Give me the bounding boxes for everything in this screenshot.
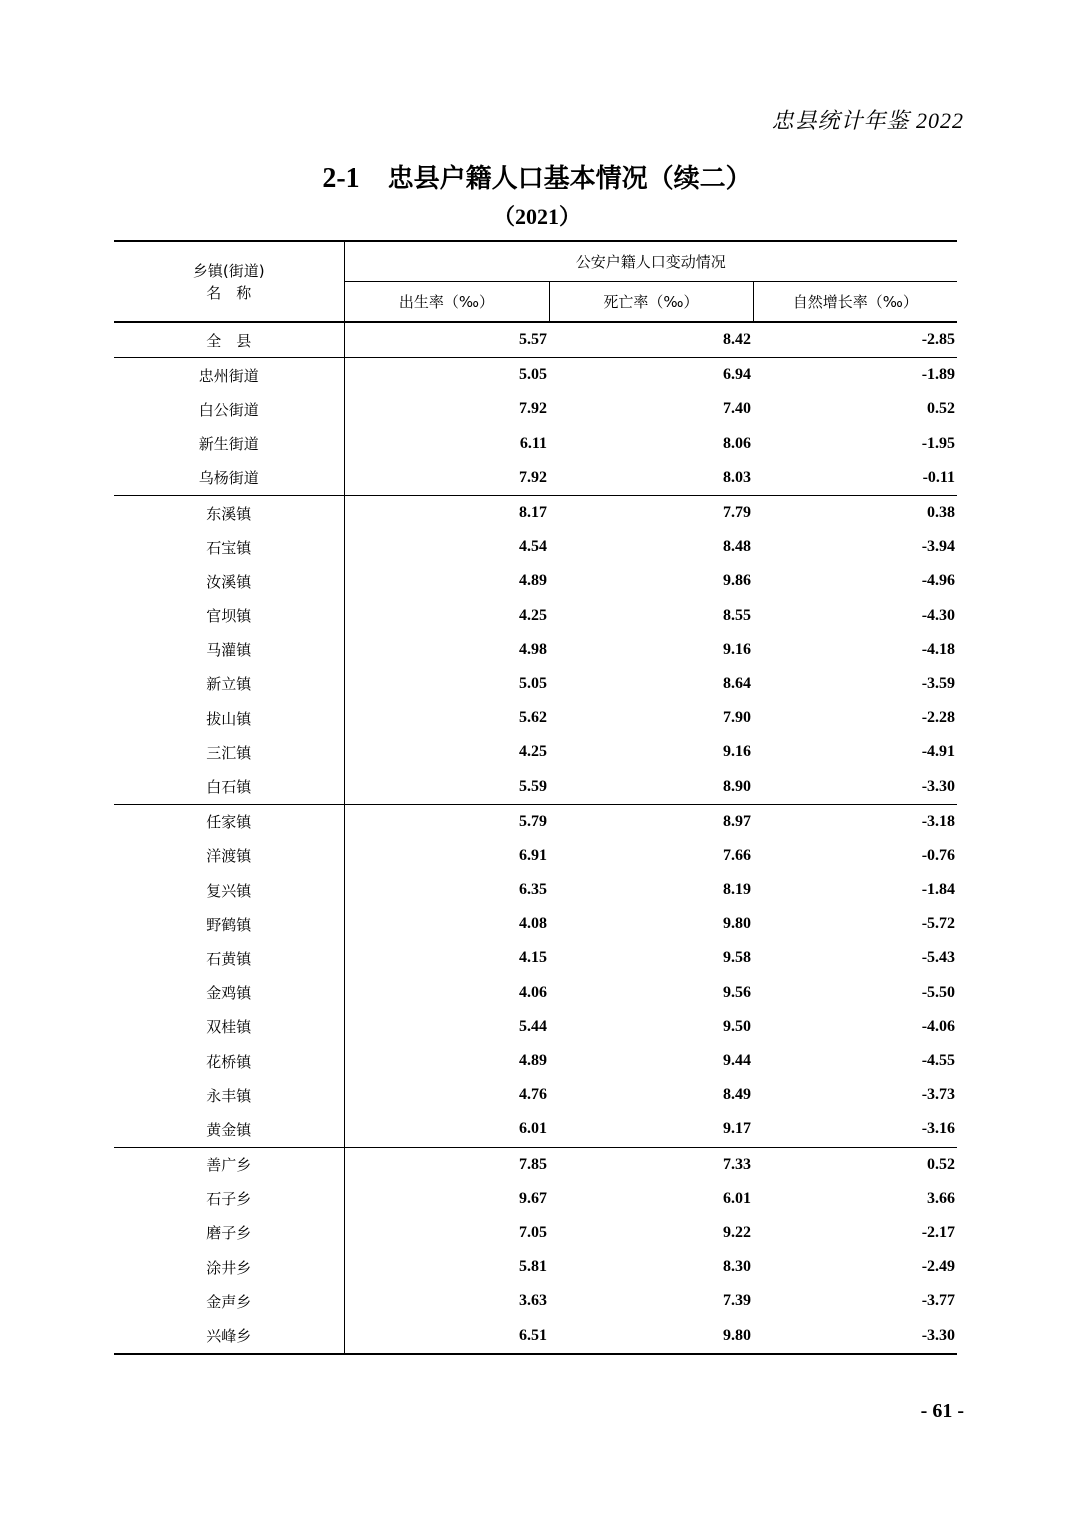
death-rate-cell: 8.97 — [723, 812, 751, 830]
region-name-cell: 花桥镇 — [114, 1044, 344, 1078]
region-name-cell: 白公街道 — [114, 392, 344, 426]
growth-rate-cell: -3.16 — [753, 1112, 957, 1147]
region-name-cell: 永丰镇 — [114, 1078, 344, 1112]
birth-rate-cell: 5.59 — [344, 769, 549, 804]
table-row — [114, 1112, 957, 1147]
birth-rate-cell: 5.62 — [519, 709, 547, 727]
birth-rate-cell: 9.67 — [519, 1189, 547, 1207]
region-name-cell: 乌杨街道 — [114, 461, 344, 496]
page-number: - 61 - — [920, 1400, 964, 1422]
table-row — [114, 392, 957, 426]
birth-rate-cell: 4.89 — [519, 1052, 547, 1070]
birth-rate-cell: 6.51 — [344, 1318, 549, 1353]
death-rate-cell: 9.44 — [723, 1052, 751, 1070]
table-row — [114, 1044, 957, 1078]
region-name-cell: 野鹤镇 — [114, 907, 344, 941]
region-name-cell: 拔山镇 — [114, 701, 344, 735]
table-row — [114, 735, 957, 769]
growth-rate-header: 自然增长率（‰） — [753, 282, 957, 323]
birth-rate-cell: 6.91 — [519, 846, 547, 864]
table-row — [114, 322, 957, 358]
death-rate-cell: 8.55 — [723, 606, 751, 624]
region-name-cell: 马灌镇 — [114, 633, 344, 667]
table-row — [114, 1216, 957, 1250]
death-rate-cell: 7.66 — [723, 846, 751, 864]
table-number: 2-1 — [322, 163, 360, 194]
birth-rate-cell: 4.98 — [519, 640, 547, 658]
table-row — [114, 667, 957, 701]
birth-rate-cell: 4.54 — [519, 538, 547, 556]
growth-rate-cell: -3.59 — [921, 674, 956, 692]
group-header: 公安户籍人口变动情况 — [344, 241, 957, 282]
growth-rate-cell: -3.77 — [921, 1292, 956, 1310]
growth-rate-cell: -4.96 — [921, 572, 956, 590]
region-name-cell: 石子乡 — [114, 1182, 344, 1216]
death-rate-cell: 9.80 — [723, 915, 751, 933]
birth-rate-cell: 4.06 — [519, 983, 547, 1001]
table-row — [114, 633, 957, 667]
region-name-cell: 洋渡镇 — [114, 839, 344, 873]
death-rate-cell: 7.79 — [723, 504, 751, 522]
growth-rate-cell: -2.85 — [753, 322, 957, 358]
death-rate-cell: 7.33 — [723, 1155, 751, 1173]
birth-rate-cell: 8.17 — [519, 504, 547, 522]
death-rate-cell: 6.94 — [723, 366, 751, 384]
birth-rate-cell: 3.63 — [519, 1292, 547, 1310]
birth-rate-cell: 5.05 — [519, 674, 547, 692]
birth-rate-cell: 4.25 — [519, 743, 547, 761]
region-name-cell: 新生街道 — [114, 427, 344, 461]
region-name-cell: 双桂镇 — [114, 1010, 344, 1044]
region-name-cell: 忠州街道 — [114, 358, 344, 393]
growth-rate-cell: -2.17 — [921, 1223, 956, 1241]
death-rate-cell: 8.64 — [723, 674, 751, 692]
death-rate-cell: 8.42 — [549, 322, 753, 358]
region-name-cell: 涂井乡 — [114, 1250, 344, 1284]
birth-rate-cell: 4.76 — [519, 1086, 547, 1104]
region-name-cell: 黄金镇 — [114, 1112, 344, 1147]
birth-rate-cell: 5.57 — [344, 322, 549, 358]
birth-rate-cell: 5.44 — [519, 1017, 547, 1035]
growth-rate-cell: -5.43 — [921, 949, 956, 967]
table-row — [114, 1078, 957, 1112]
region-name-cell: 全 县 — [114, 322, 344, 358]
region-header-line1: 乡镇(街道) — [192, 261, 265, 280]
table-row — [114, 873, 957, 907]
death-rate-cell: 8.49 — [723, 1086, 751, 1104]
region-name-cell: 石宝镇 — [114, 530, 344, 564]
table-row — [114, 1010, 957, 1044]
region-name-cell: 磨子乡 — [114, 1216, 344, 1250]
running-head: 忠县统计年鉴 2022 — [771, 108, 964, 133]
birth-rate-cell: 4.15 — [519, 949, 547, 967]
death-rate-cell: 7.40 — [723, 400, 751, 418]
region-name-cell: 金鸡镇 — [114, 976, 344, 1010]
birth-rate-cell: 4.89 — [519, 572, 547, 590]
death-rate-cell: 9.80 — [549, 1318, 753, 1353]
growth-rate-cell: -1.84 — [921, 881, 956, 899]
region-name-cell: 新立镇 — [114, 667, 344, 701]
growth-rate-cell: -5.50 — [921, 983, 956, 1001]
death-rate-cell: 6.01 — [723, 1189, 751, 1207]
table-row — [114, 1182, 957, 1216]
region-name-cell: 汝溪镇 — [114, 564, 344, 598]
table-row — [114, 1147, 957, 1182]
death-rate-cell: 8.19 — [723, 881, 751, 899]
growth-rate-cell: -5.72 — [921, 915, 956, 933]
table-row — [114, 599, 957, 633]
birth-rate-cell: 4.08 — [519, 915, 547, 933]
region-name-cell: 金声乡 — [114, 1284, 344, 1318]
growth-rate-cell: -2.49 — [921, 1258, 956, 1276]
region-name-cell: 任家镇 — [114, 804, 344, 839]
birth-rate-cell: 6.01 — [344, 1112, 549, 1147]
table-row — [114, 769, 957, 804]
growth-rate-cell: -3.18 — [921, 812, 956, 830]
table-row — [114, 701, 957, 735]
growth-rate-cell: -2.28 — [921, 709, 956, 727]
growth-rate-cell: -0.76 — [921, 846, 956, 864]
death-rate-cell: 7.90 — [723, 709, 751, 727]
growth-rate-cell: -4.06 — [921, 1017, 956, 1035]
death-rate-cell: 9.16 — [723, 743, 751, 761]
death-rate-cell: 9.22 — [723, 1223, 751, 1241]
death-rate-cell: 9.58 — [723, 949, 751, 967]
growth-rate-cell: -4.30 — [921, 606, 956, 624]
region-name-cell: 官坝镇 — [114, 599, 344, 633]
growth-rate-cell: -1.89 — [921, 366, 956, 384]
table-row — [114, 461, 957, 496]
region-name-cell: 善广乡 — [114, 1147, 344, 1182]
table-row — [114, 358, 957, 393]
region-name-cell: 三汇镇 — [114, 735, 344, 769]
growth-rate-cell: -0.11 — [753, 461, 957, 496]
growth-rate-cell: -4.55 — [921, 1052, 956, 1070]
region-column-header — [114, 241, 344, 322]
region-name-cell: 白石镇 — [114, 769, 344, 804]
population-stats-table — [114, 240, 957, 1355]
death-rate-cell: 9.56 — [723, 983, 751, 1001]
table-row — [114, 495, 957, 530]
death-rate-cell: 8.03 — [549, 461, 753, 496]
death-rate-cell: 9.16 — [723, 640, 751, 658]
birth-rate-cell: 5.81 — [519, 1258, 547, 1276]
death-rate-cell: 8.48 — [723, 538, 751, 556]
birth-rate-header: 出生率（‰） — [344, 282, 549, 323]
table-row — [114, 427, 957, 461]
death-rate-cell: 9.50 — [723, 1017, 751, 1035]
death-rate-header: 死亡率（‰） — [549, 282, 753, 323]
death-rate-cell: 9.17 — [549, 1112, 753, 1147]
table-row — [114, 976, 957, 1010]
growth-rate-cell: 0.52 — [927, 1155, 956, 1173]
birth-rate-cell: 7.92 — [344, 461, 549, 496]
growth-rate-cell: -3.30 — [753, 769, 957, 804]
growth-rate-cell: 3.66 — [927, 1189, 956, 1207]
table-row — [114, 530, 957, 564]
birth-rate-cell: 6.11 — [519, 434, 547, 452]
birth-rate-cell: 5.05 — [519, 366, 547, 384]
birth-rate-cell: 6.35 — [519, 881, 547, 899]
table-row — [114, 1284, 957, 1318]
growth-rate-cell: -3.30 — [753, 1318, 957, 1353]
region-header-line2: 名 称 — [206, 283, 252, 302]
region-name-cell: 石黄镇 — [114, 941, 344, 975]
region-name-cell: 东溪镇 — [114, 495, 344, 530]
table-title — [0, 158, 1074, 195]
death-rate-cell: 7.39 — [723, 1292, 751, 1310]
birth-rate-cell: 5.79 — [519, 812, 547, 830]
birth-rate-cell: 7.05 — [519, 1223, 547, 1241]
table-row — [114, 564, 957, 598]
table-row — [114, 1250, 957, 1284]
death-rate-cell: 8.06 — [723, 434, 751, 452]
growth-rate-cell: -3.94 — [921, 538, 956, 556]
table-body — [114, 322, 957, 1354]
birth-rate-cell: 7.85 — [519, 1155, 547, 1173]
table-row — [114, 941, 957, 975]
growth-rate-cell: 0.52 — [927, 400, 956, 418]
growth-rate-cell: -4.18 — [921, 640, 956, 658]
table-row — [114, 907, 957, 941]
birth-rate-cell: 4.25 — [519, 606, 547, 624]
table-row — [114, 839, 957, 873]
table-row — [114, 804, 957, 839]
growth-rate-cell: -4.91 — [921, 743, 956, 761]
table-row — [114, 1318, 957, 1353]
region-name-cell: 兴峰乡 — [114, 1318, 344, 1353]
death-rate-cell: 8.90 — [549, 769, 753, 804]
death-rate-cell: 8.30 — [723, 1258, 751, 1276]
growth-rate-cell: -3.73 — [921, 1086, 956, 1104]
table-title-text: 忠县户籍人口基本情况（续二） — [387, 164, 752, 194]
growth-rate-cell: 0.38 — [927, 504, 956, 522]
region-name-cell: 复兴镇 — [114, 873, 344, 907]
table-year: （2021） — [492, 204, 581, 229]
birth-rate-cell: 7.92 — [519, 400, 547, 418]
growth-rate-cell: -1.95 — [921, 434, 956, 452]
death-rate-cell: 9.86 — [723, 572, 751, 590]
